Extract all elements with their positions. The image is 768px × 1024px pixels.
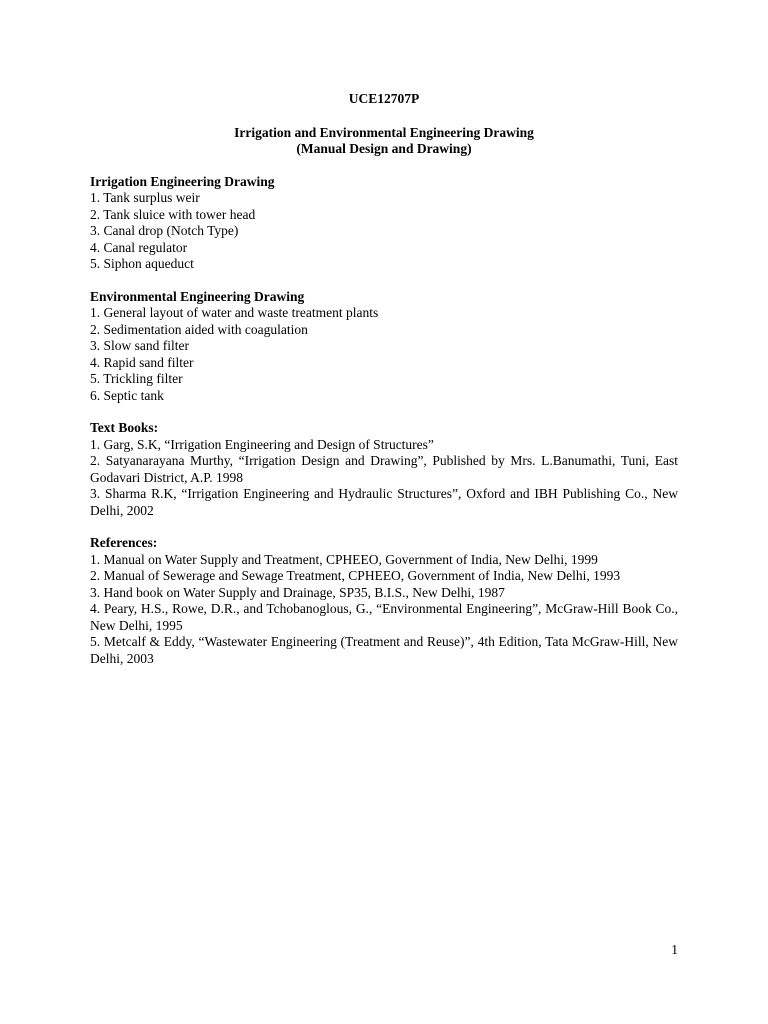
list-item: 2. Tank sluice with tower head	[90, 206, 256, 222]
list-item: 5. Trickling filter	[90, 371, 183, 386]
section-references	[90, 535, 678, 667]
list-item: 2. Satyanarayana Murthy, “Irrigation Design and Drawing”, Published by Mrs. L.Banumathi, Tuni, East Godavari District, A.P. 1998	[90, 453, 678, 485]
list-item: 2. Sedimentation aided with coagulation	[90, 321, 308, 337]
list-item: 6. Septic tank	[90, 387, 164, 403]
list-item: 1. General layout of water and waste treatment plants	[90, 305, 379, 320]
section-irrigation-drawing	[90, 174, 678, 273]
list-item: 4. Canal regulator	[90, 239, 188, 255]
list-item: 2. Manual of Sewerage and Sewage Treatment, CPHEEO, Government of India, New Delhi, 1993	[90, 568, 621, 583]
document-content	[90, 91, 678, 667]
page-number: 1	[671, 942, 678, 957]
section-text-books	[90, 420, 678, 519]
list-item: 3. Slow sand filter	[90, 338, 189, 353]
section-environmental-drawing	[90, 289, 678, 405]
list-item: 5. Siphon aqueduct	[90, 256, 194, 271]
course-code: UCE12707P	[348, 91, 420, 106]
list-item: 1. Manual on Water Supply and Treatment, CPHEEO, Government of India, New Delhi, 1999	[90, 551, 598, 567]
section-heading: Irrigation Engineering Drawing	[90, 173, 275, 189]
list-item: 4. Rapid sand filter	[90, 354, 194, 370]
list-item: 3. Canal drop (Notch Type)	[90, 223, 239, 238]
section-heading: References:	[90, 535, 158, 550]
course-title: Irrigation and Environmental Engineering Drawing	[234, 124, 534, 140]
list-item: 5. Metcalf & Eddy, “Wastewater Engineering (Treatment and Reuse)”, 4th Edition, Tata McGraw-Hill, New Delhi, 2003	[90, 634, 678, 666]
list-item: 3. Hand book on Water Supply and Drainage, SP35, B.I.S., New Delhi, 1987	[90, 584, 505, 600]
section-heading: Environmental Engineering Drawing	[90, 288, 305, 304]
section-heading: Text Books:	[90, 420, 159, 435]
list-item: 3. Sharma R.K, “Irrigation Engineering and Hydraulic Structures”, Oxford and IBH Publishing Co., New Delhi, 2002	[90, 486, 678, 518]
list-item: 1. Tank surplus weir	[90, 190, 200, 205]
course-subtitle: (Manual Design and Drawing)	[296, 141, 472, 156]
list-item: 1. Garg, S.K, “Irrigation Engineering and Design of Structures”	[90, 436, 434, 452]
list-item: 4. Peary, H.S., Rowe, D.R., and Tchobanoglous, G., “Environmental Engineering”, McGraw-Hill Book Co., New Delhi, 1995	[90, 601, 678, 633]
